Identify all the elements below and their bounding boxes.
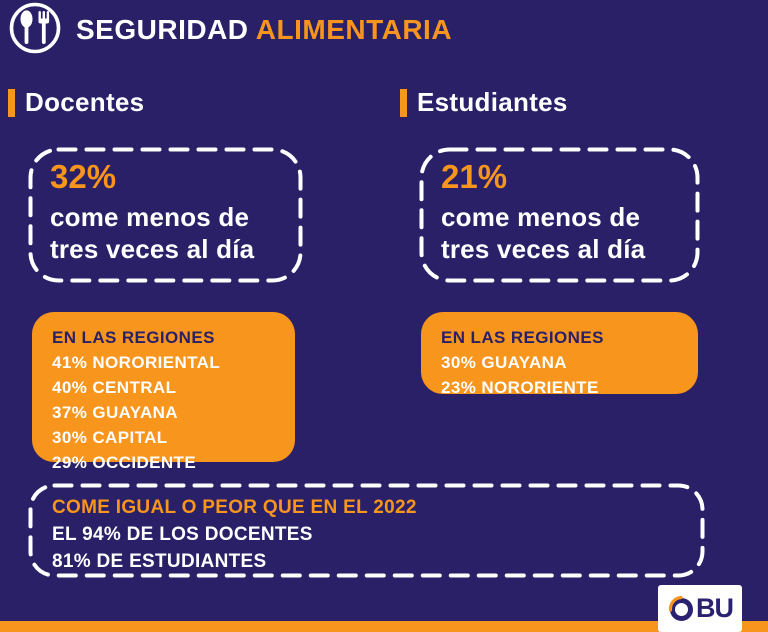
page-title xyxy=(76,14,452,46)
regions-title: EN LAS REGIONES xyxy=(441,328,604,347)
summary-line-estudiantes: 81% DE ESTUDIANTES xyxy=(52,551,267,572)
obu-logo-text: BU xyxy=(696,593,733,623)
stat-text-line1: come menos de xyxy=(50,201,250,232)
section-header-docentes xyxy=(8,87,144,118)
region-stat: 41% NORORIENTAL xyxy=(52,353,221,372)
region-stat: 29% OCCIDENTE xyxy=(52,453,197,472)
section-header-estudiantes xyxy=(400,87,568,118)
stat-text-line2: tres veces al día xyxy=(50,233,255,264)
regions-box-docentes xyxy=(32,312,295,472)
region-stat: 40% CENTRAL xyxy=(52,378,177,397)
stat-text-line2: tres veces al día xyxy=(441,233,646,264)
section-label: Estudiantes xyxy=(417,87,568,117)
region-stat: 30% CAPITAL xyxy=(52,428,168,447)
region-stat: 30% GUAYANA xyxy=(441,353,567,372)
page-title-white: SEGURIDAD xyxy=(76,14,249,45)
obu-logo xyxy=(658,585,742,632)
summary-box xyxy=(28,483,705,578)
summary-line-docentes: EL 94% DE LOS DOCENTES xyxy=(52,524,313,545)
stat-box-estudiantes xyxy=(419,147,700,283)
region-stat: 23% NORORIENTE xyxy=(441,378,599,397)
stat-box-docentes xyxy=(28,147,303,283)
summary-title: COME IGUAL O PEOR QUE EN EL 2022 xyxy=(52,497,417,518)
regions-title: EN LAS REGIONES xyxy=(52,328,215,347)
section-label: Docentes xyxy=(25,87,145,117)
stat-text-line1: come menos de xyxy=(441,201,641,232)
region-stat: 37% GUAYANA xyxy=(52,403,178,422)
footer-accent-bar xyxy=(0,621,768,632)
accent-bar xyxy=(8,89,15,117)
page-title-orange: ALIMENTARIA xyxy=(255,14,453,45)
cutlery-icon xyxy=(8,1,62,55)
accent-bar xyxy=(400,89,407,117)
regions-box-estudiantes xyxy=(421,312,698,397)
stat-percent: 21% xyxy=(441,158,508,195)
stat-percent: 32% xyxy=(50,158,117,195)
obu-logo-o-mark xyxy=(667,595,695,623)
